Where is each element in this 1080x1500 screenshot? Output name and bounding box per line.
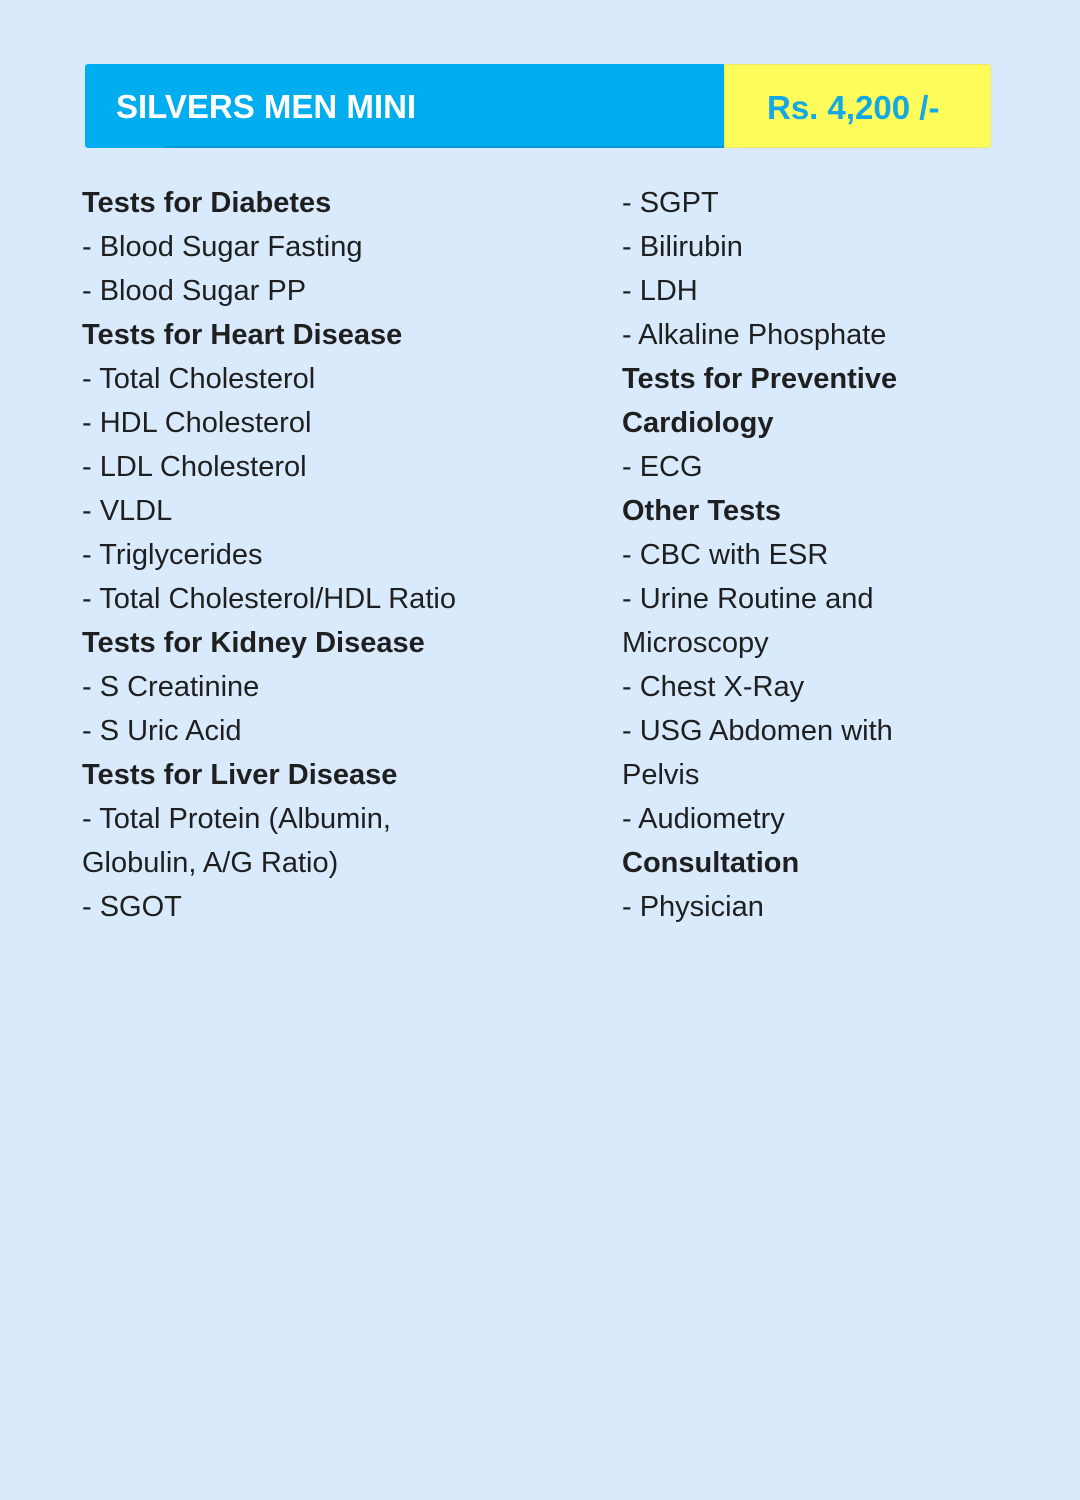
test-item: - S Creatinine [82, 671, 260, 703]
test-item: Microscopy [622, 627, 769, 659]
test-item: - CBC with ESR [622, 539, 829, 571]
section-heading: Tests for Diabetes [82, 187, 332, 219]
test-item: - S Uric Acid [82, 715, 242, 747]
test-item: - LDL Cholesterol [82, 451, 307, 483]
package-header [85, 64, 991, 148]
test-item: - ECG [622, 451, 703, 483]
test-item: - Audiometry [622, 803, 785, 835]
test-item: - Triglycerides [82, 539, 263, 571]
test-item: Pelvis [622, 759, 700, 791]
test-item: - Total Protein (Albumin, [82, 803, 391, 835]
test-item: - VLDL [82, 495, 173, 527]
test-item: - USG Abdomen with [622, 715, 893, 747]
test-item: - Chest X-Ray [622, 671, 805, 703]
test-item: - Alkaline Phosphate [622, 319, 887, 351]
test-item: - Blood Sugar Fasting [82, 231, 363, 263]
test-item: - Total Cholesterol/HDL Ratio [82, 583, 456, 615]
section-heading: Consultation [622, 847, 800, 879]
section-heading: Tests for Liver Disease [82, 759, 398, 791]
test-item: - SGPT [622, 187, 719, 219]
section-heading: Tests for Preventive [622, 363, 898, 395]
test-item: - Physician [622, 891, 764, 923]
test-item: - Urine Routine and [622, 583, 874, 615]
test-item: Globulin, A/G Ratio) [82, 847, 339, 879]
test-item: - Total Cholesterol [82, 363, 316, 395]
package-title: SILVERS MEN MINI [116, 88, 417, 125]
test-item: - Blood Sugar PP [82, 275, 307, 307]
section-heading: Tests for Kidney Disease [82, 627, 425, 659]
title-bar [85, 64, 725, 148]
right-test-column [622, 181, 952, 929]
section-heading: Other Tests [622, 495, 782, 527]
section-heading: Cardiology [622, 407, 774, 439]
left-test-column [82, 181, 522, 929]
test-item: - LDH [622, 275, 698, 307]
test-item: - Bilirubin [622, 231, 743, 263]
price-box [724, 64, 991, 148]
package-price: Rs. 4,200 /- [767, 89, 940, 126]
test-item: - HDL Cholesterol [82, 407, 312, 439]
test-item: - SGOT [82, 891, 182, 923]
section-heading: Tests for Heart Disease [82, 319, 403, 351]
